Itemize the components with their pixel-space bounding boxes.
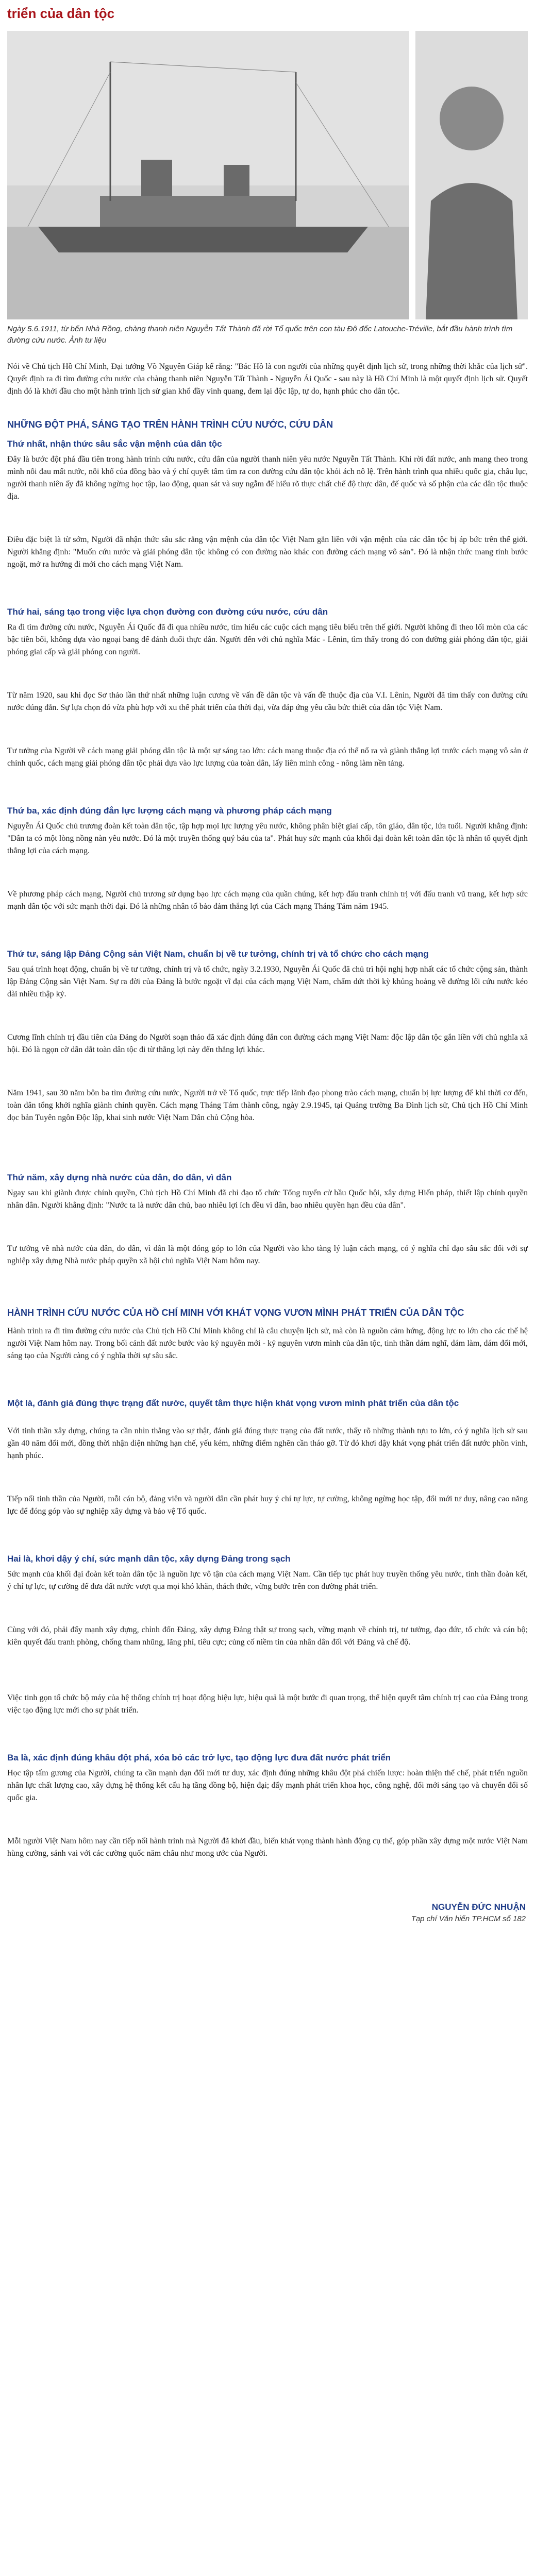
subheading: Thứ năm, xây dựng nhà nước của dân, do dân, vì dân: [7, 1173, 232, 1182]
paragraph: Cương lĩnh chính trị đầu tiên của Đảng do Người soạn thảo đã xác định đúng đắn con đường cách mạng Việt Nam: độc lập dân tộc gắn liền với chủ nghĩa xã hội. Đó là ngọn cờ dẫn dắt toàn dân tộc đi từ thắng lợi này đến thắng lợi khác.: [7, 1033, 528, 1054]
paragraph: Tư tưởng của Người về cách mạng giải phóng dân tộc là một sự sáng tạo lớn: cách mạng thuộc địa có thể nổ ra và giành thắng lợi trước cách mạng vô sản ở chính quốc, cách mạng giải phóng dân tộc phải dựa vào lực lượng của toàn dân, lấy liên minh công - nông làm nền tảng.: [7, 747, 528, 768]
paragraph: Nguyễn Ái Quốc chủ trương đoàn kết toàn dân tộc, tập hợp mọi lực lượng yêu nước, không phân biệt giai cấp, tôn giáo, dân tộc, lứa tuổi. Người khẳng định: "Dân ta có một lòng nồng nàn yêu nước. Đó là một truyền thống quý báu của ta". Phát huy sức mạnh của khối đại đoàn kết toàn dân tộc là nhân tố quyết định thắng lợi của cách mạng.: [7, 822, 528, 855]
paragraph: Tư tưởng về nhà nước của dân, do dân, vì dân là một đóng góp to lớn của Người vào kho tàng lý luận cách mạng, có ý nghĩa chỉ đạo sâu sắc đối với sự nghiệp xây dựng Nhà nước pháp quyền xã hội chủ nghĩa Việt Nam hôm nay.: [7, 1244, 528, 1265]
paragraph: Học tập tấm gương của Người, chúng ta cần mạnh dạn đổi mới tư duy, xác định đúng những khâu đột phá chiến lược: hoàn thiện thể chế, phát triển nguồn nhân lực chất lượng cao, xây dựng hệ thống kết cấu hạ tầng đồng bộ, hiện đại; đẩy mạnh phát triển khoa học, công nghệ, đổi mới sáng tạo và chuyển đổi số quốc gia.: [7, 1769, 528, 1802]
section-title: NHỮNG ĐỘT PHÁ, SÁNG TẠO TRÊN HÀNH TRÌNH CỨU NƯỚC, CỨU DÂN: [7, 419, 333, 430]
subheading: Thứ hai, sáng tạo trong việc lựa chọn đường con đường cứu nước, cứu dân: [7, 607, 328, 617]
portrait-graphic: [415, 31, 528, 319]
paragraph: Sức mạnh của khối đại đoàn kết toàn dân tộc là nguồn lực vô tận của cách mạng Việt Nam. Cần tiếp tục phát huy truyền thống yêu nước, tinh thần đoàn kết, ý chí tự lực, tự cường để đưa đất nước vượt qua mọi khó khăn, thách thức, vững bước trên con đường phát triển.: [7, 1570, 528, 1591]
page-title: triển của dân tộc: [7, 6, 115, 21]
ship-photo-graphic: [7, 31, 409, 319]
author-name: NGUYỄN ĐỨC NHUẬN: [431, 1902, 526, 1912]
paragraph: Mỗi người Việt Nam hôm nay cần tiếp nối hành trình mà Người đã khởi đầu, biến khát vọng thành hành động cụ thể, góp phần xây dựng một nước Việt Nam hùng cường, sánh vai với các cường quốc năm châu như mong ước của Người.: [7, 1837, 528, 1858]
paragraph: Hành trình ra đi tìm đường cứu nước của Chủ tịch Hồ Chí Minh không chỉ là câu chuyện lịch sử, mà còn là nguồn cảm hứng, động lực to lớn cho các thế hệ người Việt Nam hôm nay. Trong bối cảnh đất nước bước vào kỷ nguyên mới - kỷ nguyên vươn mình của dân tộc, tinh thần dám nghĩ, dám làm, dám đổi mới, sáng tạo của Người càng có ý nghĩa thời sự sâu sắc.: [7, 1327, 528, 1360]
ship-photo: [7, 31, 409, 319]
subheading: Hai là, khơi dậy ý chí, sức mạnh dân tộc, xây dựng Đảng trong sạch: [7, 1554, 291, 1564]
author-signature: [340, 1901, 526, 1925]
subheading: Một là, đánh giá đúng thực trạng đất nước, quyết tâm thực hiện khát vọng vươn mình phát triển của dân tộc: [7, 1398, 459, 1408]
section-title: HÀNH TRÌNH CỨU NƯỚC CỦA HỒ CHÍ MINH VỚI KHÁT VỌNG VƯƠN MÌNH PHÁT TRIỂN CỦA DÂN TỘC: [7, 1308, 464, 1318]
author-source: Tạp chí Văn hiến TP.HCM số 182: [411, 1914, 526, 1923]
subheading: Thứ ba, xác định đúng đắn lực lượng cách mạng và phương pháp cách mạng: [7, 806, 332, 816]
subheading: Thứ nhất, nhận thức sâu sắc vận mệnh của dân tộc: [7, 439, 222, 449]
paragraph: Ngay sau khi giành được chính quyền, Chủ tịch Hồ Chí Minh đã chỉ đạo tổ chức Tổng tuyển cử bầu Quốc hội, xây dựng Hiến pháp, thiết lập chính quyền nhân dân. Người khẳng định: "Nước ta là nước dân chủ, bao nhiêu lợi ích đều vì dân, bao nhiêu quyền hạn đều của dân".: [7, 1189, 528, 1210]
paragraph: Từ năm 1920, sau khi đọc Sơ thảo lần thứ nhất những luận cương về vấn đề dân tộc và vấn đề thuộc địa của V.I. Lênin, Người đã tìm thấy con đường cứu nước đúng đắn. Sự lựa chọn đó vừa phù hợp với xu thế phát triển của thời đại, vừa đáp ứng yêu cầu bức thiết của dân tộc Việt Nam.: [7, 691, 528, 712]
subheading: Thứ tư, sáng lập Đảng Cộng sản Việt Nam, chuẩn bị về tư tưởng, chính trị và tổ chức cho cách mạng: [7, 949, 429, 959]
paragraph: Về phương pháp cách mạng, Người chủ trương sử dụng bạo lực cách mạng của quần chúng, kết hợp đấu tranh chính trị với đấu tranh vũ trang, kết hợp sức mạnh dân tộc với sức mạnh thời đại. Đó là những nhân tố bảo đảm thắng lợi của Cách mạng Tháng Tám năm 1945.: [7, 890, 528, 911]
paragraph: Điều đặc biệt là từ sớm, Người đã nhận thức sâu sắc rằng vận mệnh của dân tộc Việt Nam gắn liền với vận mệnh của các dân tộc bị áp bức trên thế giới. Người khẳng định: "Muốn cứu nước và giải phóng dân tộc không có con đường nào khác con đường cách mạng vô sản". Đó là nhận thức mang tính bước ngoặt, mở ra hướng đi mới cho cách mạng Việt Nam.: [7, 535, 528, 569]
portrait-photo: [415, 31, 528, 319]
photo-caption: Ngày 5.6.1911, từ bến Nhà Rồng, chàng thanh niên Nguyễn Tất Thành đã rời Tổ quốc trên con tàu Đô đốc Latouche-Tréville, bắt đầu hành trình tìm đường cứu nước. Ảnh tư liệu: [7, 325, 513, 345]
paragraph: Năm 1941, sau 30 năm bôn ba tìm đường cứu nước, Người trở về Tổ quốc, trực tiếp lãnh đạo phong trào cách mạng, chuẩn bị lực lượng để khi thời cơ đến, toàn dân tổng khởi nghĩa giành chính quyền. Cách mạng Tháng Tám thành công, ngày 2.9.1945, tại Quảng trường Ba Đình lịch sử, Chủ tịch Hồ Chí Minh đọc bản Tuyên ngôn Độc lập, khai sinh nước Việt Nam Dân chủ Cộng hòa.: [7, 1089, 528, 1122]
paragraph: Sau quá trình hoạt động, chuẩn bị về tư tưởng, chính trị và tổ chức, ngày 3.2.1930, Nguyễn Ái Quốc đã chủ trì hội nghị hợp nhất các tổ chức cộng sản, thành lập Đảng Cộng sản Việt Nam. Sự ra đời của Đảng là bước ngoặt vĩ đại của cách mạng Việt Nam, chấm dứt thời kỳ khủng hoảng về đường lối cứu nước kéo dài nhiều thập kỷ.: [7, 965, 528, 998]
paragraph: Đây là bước đột phá đầu tiên trong hành trình cứu nước, cứu dân của người thanh niên yêu nước Nguyễn Tất Thành. Khi rời đất nước, anh mang theo trong mình nỗi đau mất nước, nỗi khổ của đồng bào và ý chí quyết tâm tìm ra con đường cứu dân tộc khỏi ách nô lệ. Trên hành trình qua nhiều quốc gia, châu lục, người thanh niên ấy đã không ngừng học tập, lao động, quan sát và suy ngẫm để hiểu rõ thực chất chế độ thực dân, đế quốc và số phận của các dân tộc thuộc địa.: [7, 455, 528, 501]
paragraph: Tiếp nối tinh thần của Người, mỗi cán bộ, đảng viên và người dân cần phát huy ý chí tự lực, tự cường, không ngừng học tập, đổi mới tư duy, nâng cao năng lực để đóng góp vào sự nghiệp xây dựng và bảo vệ Tổ quốc.: [7, 1495, 528, 1516]
intro-paragraph: Nói về Chủ tịch Hồ Chí Minh, Đại tướng Võ Nguyên Giáp kể rằng: "Bác Hồ là con người của những quyết định lịch sử, trong những thời khắc của lịch sử". Quyết định ra đi tìm đường cứu nước của chàng thanh niên Nguyễn Tất Thành - Nguyễn Ái Quốc - sau này là Hồ Chí Minh là một quyết định lịch sử. Quyết định đó là khởi đầu cho một hành trình lịch sử gian khổ đầy vinh quang, đem lại độc lập, tự do, hạnh phúc cho dân tộc.: [7, 362, 528, 396]
paragraph: Việc tinh gọn tổ chức bộ máy của hệ thống chính trị hoạt động hiệu lực, hiệu quả là một bước đi quan trọng, thể hiện quyết tâm chính trị cao của Đảng trong việc tạo động lực mới cho sự phát triển.: [7, 1693, 528, 1715]
paragraph: Cùng với đó, phải đẩy mạnh xây dựng, chỉnh đốn Đảng, xây dựng Đảng thật sự trong sạch, vững mạnh về chính trị, tư tưởng, đạo đức, tổ chức và cán bộ; kiên quyết đấu tranh phòng, chống tham nhũng, lãng phí, tiêu cực; củng cố niềm tin của nhân dân đối với Đảng và chế độ.: [7, 1625, 528, 1647]
subheading: Ba là, xác định đúng khâu đột phá, xóa bỏ các trở lực, tạo động lực đưa đất nước phát triển: [7, 1753, 391, 1762]
paragraph: Với tinh thần xây dựng, chúng ta cần nhìn thẳng vào sự thật, đánh giá đúng thực trạng của đất nước, thấy rõ những thành tựu to lớn, có ý nghĩa lịch sử sau gần 40 năm đổi mới, đồng thời nhận diện những hạn chế, yếu kém, những điểm nghẽn cần tháo gỡ. Từ đó khơi dậy khát vọng phát triển đất nước phồn vinh, hạnh phúc.: [7, 1427, 528, 1460]
paragraph: Ra đi tìm đường cứu nước, Nguyễn Ái Quốc đã đi qua nhiều nước, tìm hiểu các cuộc cách mạng tiêu biểu trên thế giới. Người không đi theo lối mòn của các bậc tiền bối, không dựa vào ngoại bang để đánh đuổi thực dân. Người đến với chủ nghĩa Mác - Lênin, tìm thấy trong đó con đường giải phóng dân tộc, giải phóng giai cấp và giải phóng con người.: [7, 623, 528, 656]
